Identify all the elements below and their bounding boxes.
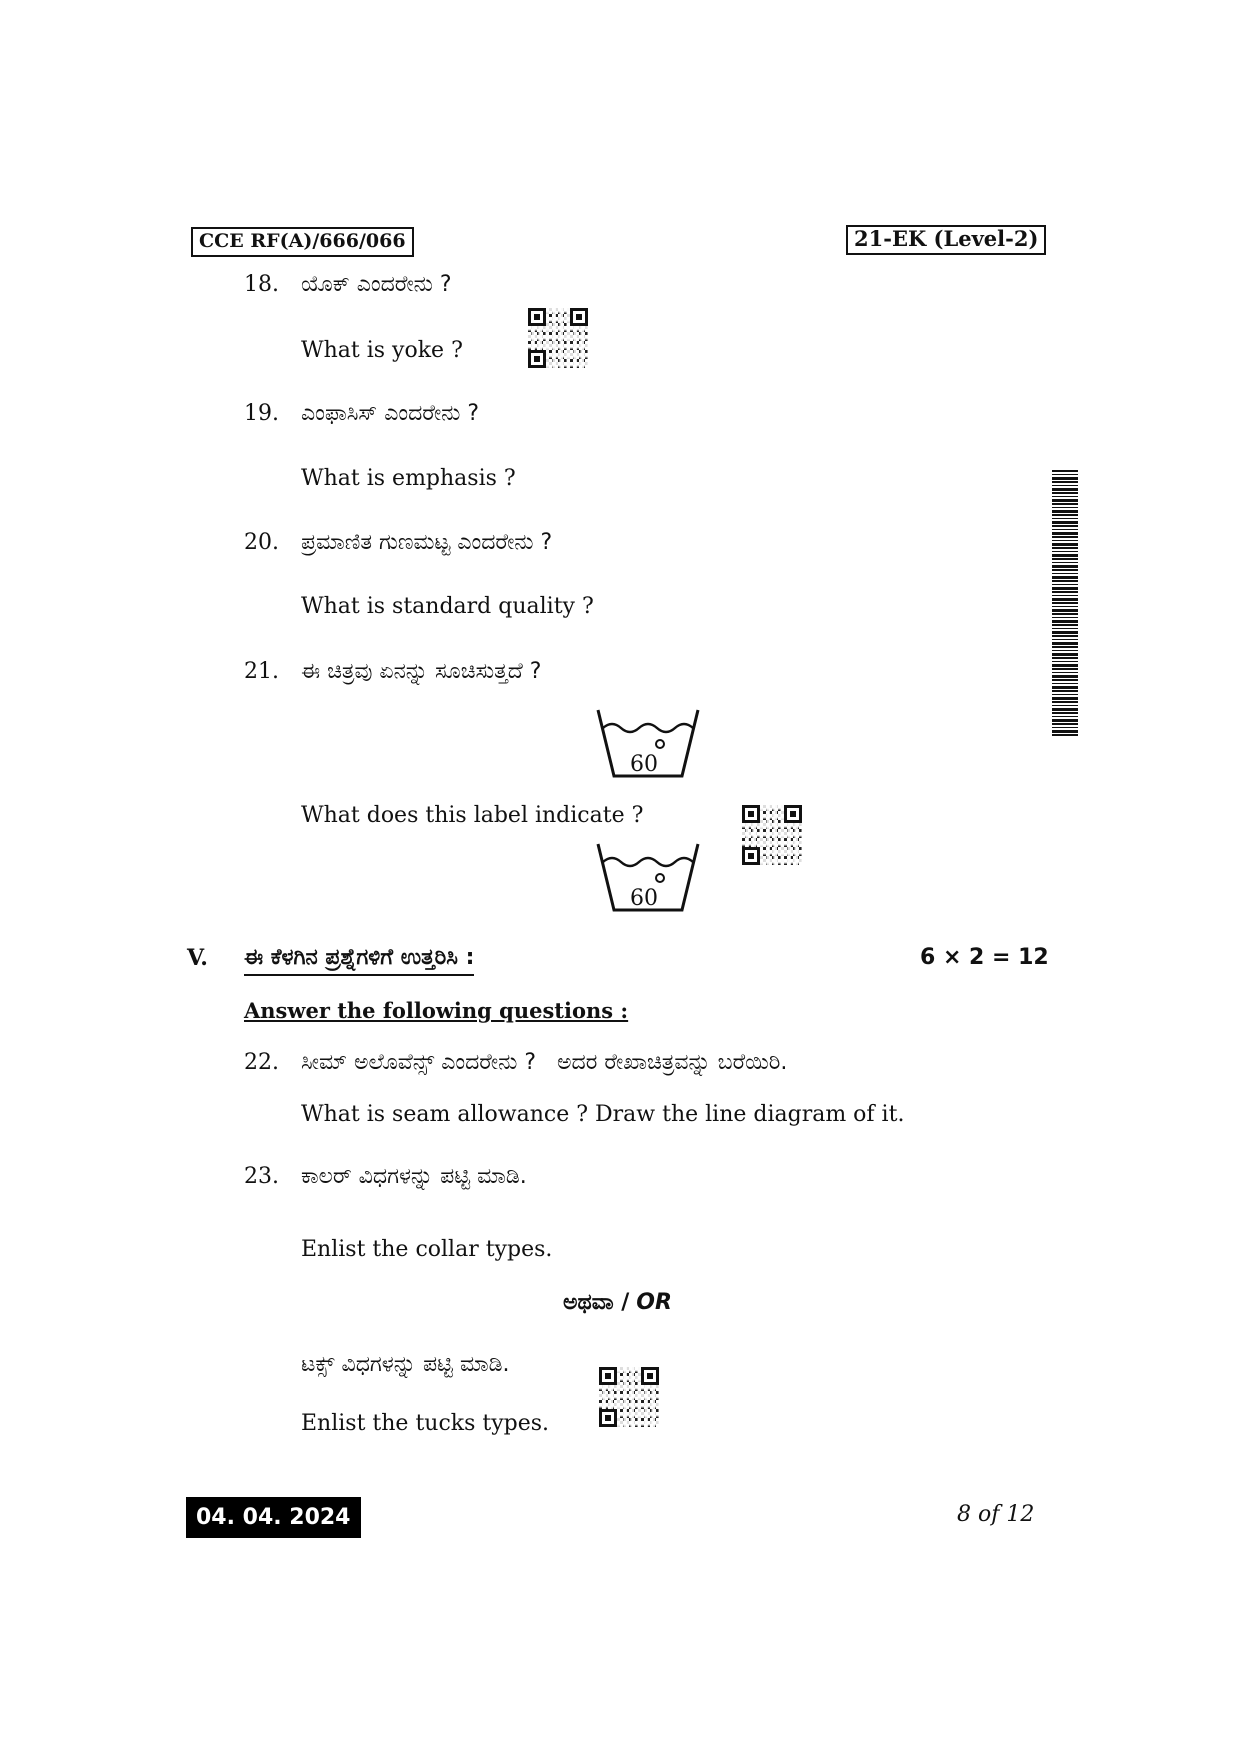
or-label-english: OR bbox=[636, 1290, 672, 1315]
question-23-kannada: ಕಾಲರ್ ವಿಧಗಳನ್ನು ಪಟ್ಟಿ ಮಾಡಿ. bbox=[301, 1164, 527, 1189]
section-marks: 6 × 2 = 12 bbox=[920, 945, 1049, 970]
question-18-english: What is yoke ? bbox=[301, 338, 463, 363]
wash-symbol-icon bbox=[594, 840, 702, 912]
question-22-kannada: ಸೀಮ್ ಅಲೊವೆನ್ಸ್ ಎಂದರೇನು ? ಅದರ ರೇಖಾಚಿತ್ರವನ್ನು ಬರೆಯಿರಿ. bbox=[301, 1050, 788, 1075]
wash-symbol-icon bbox=[594, 706, 702, 778]
or-separator bbox=[563, 1290, 672, 1315]
question-number-23: 23. bbox=[244, 1164, 279, 1189]
wash-temperature-label: 60 bbox=[630, 886, 658, 911]
wash-temperature-label: 60 bbox=[630, 752, 658, 777]
question-21-english: What does this label indicate ? bbox=[301, 803, 644, 828]
section-title-english: Answer the following questions : bbox=[244, 998, 629, 1023]
barcode-icon bbox=[1052, 470, 1078, 738]
exam-date: 04. 04. 2024 bbox=[186, 1497, 361, 1538]
question-number-21: 21. bbox=[244, 659, 279, 684]
question-22-english: What is seam allowance ? Draw the line diagram of it. bbox=[301, 1102, 905, 1127]
question-23-english: Enlist the collar types. bbox=[301, 1237, 553, 1262]
qr-code-icon bbox=[742, 805, 802, 865]
section-title-kannada: ಈ ಕೆಳಗಿನ ಪ್ರಶ್ನೆಗಳಿಗೆ ಉತ್ತರಿಸಿ : bbox=[244, 945, 474, 976]
qr-code-icon bbox=[599, 1367, 659, 1427]
question-19-kannada: ಎಂಫಾಸಿಸ್ ಎಂದರೇನು ? bbox=[301, 401, 480, 426]
question-19-english: What is emphasis ? bbox=[301, 466, 516, 491]
section-roman: V. bbox=[187, 945, 208, 971]
question-number-19: 19. bbox=[244, 401, 279, 426]
question-20-english: What is standard quality ? bbox=[301, 594, 594, 619]
alt-question-english: Enlist the tucks types. bbox=[301, 1411, 550, 1436]
question-21-kannada: ಈ ಚಿತ್ರವು ಏನನ್ನು ಸೂಚಿಸುತ್ತದೆ ? bbox=[301, 659, 542, 684]
question-number-20: 20. bbox=[244, 530, 279, 555]
question-18-kannada: ಯೊಕ್ ಎಂದರೇನು ? bbox=[301, 272, 452, 297]
question-number-22: 22. bbox=[244, 1050, 279, 1075]
qr-code-icon bbox=[528, 308, 588, 368]
question-number-18: 18. bbox=[244, 272, 279, 297]
or-label-kannada: ಅಥವಾ / bbox=[563, 1290, 630, 1315]
alt-question-kannada: ಟಕ್ಸ್ ವಿಧಗಳನ್ನು ಪಟ್ಟಿ ಮಾಡಿ. bbox=[301, 1352, 510, 1377]
paper-code-left: CCE RF(A)/666/066 bbox=[191, 227, 414, 257]
question-20-kannada: ಪ್ರಮಾಣಿತ ಗುಣಮಟ್ಟ ಎಂದರೇನು ? bbox=[301, 530, 553, 555]
page-number: 8 of 12 bbox=[957, 1502, 1035, 1527]
paper-code-right: 21-EK (Level-2) bbox=[846, 225, 1046, 255]
